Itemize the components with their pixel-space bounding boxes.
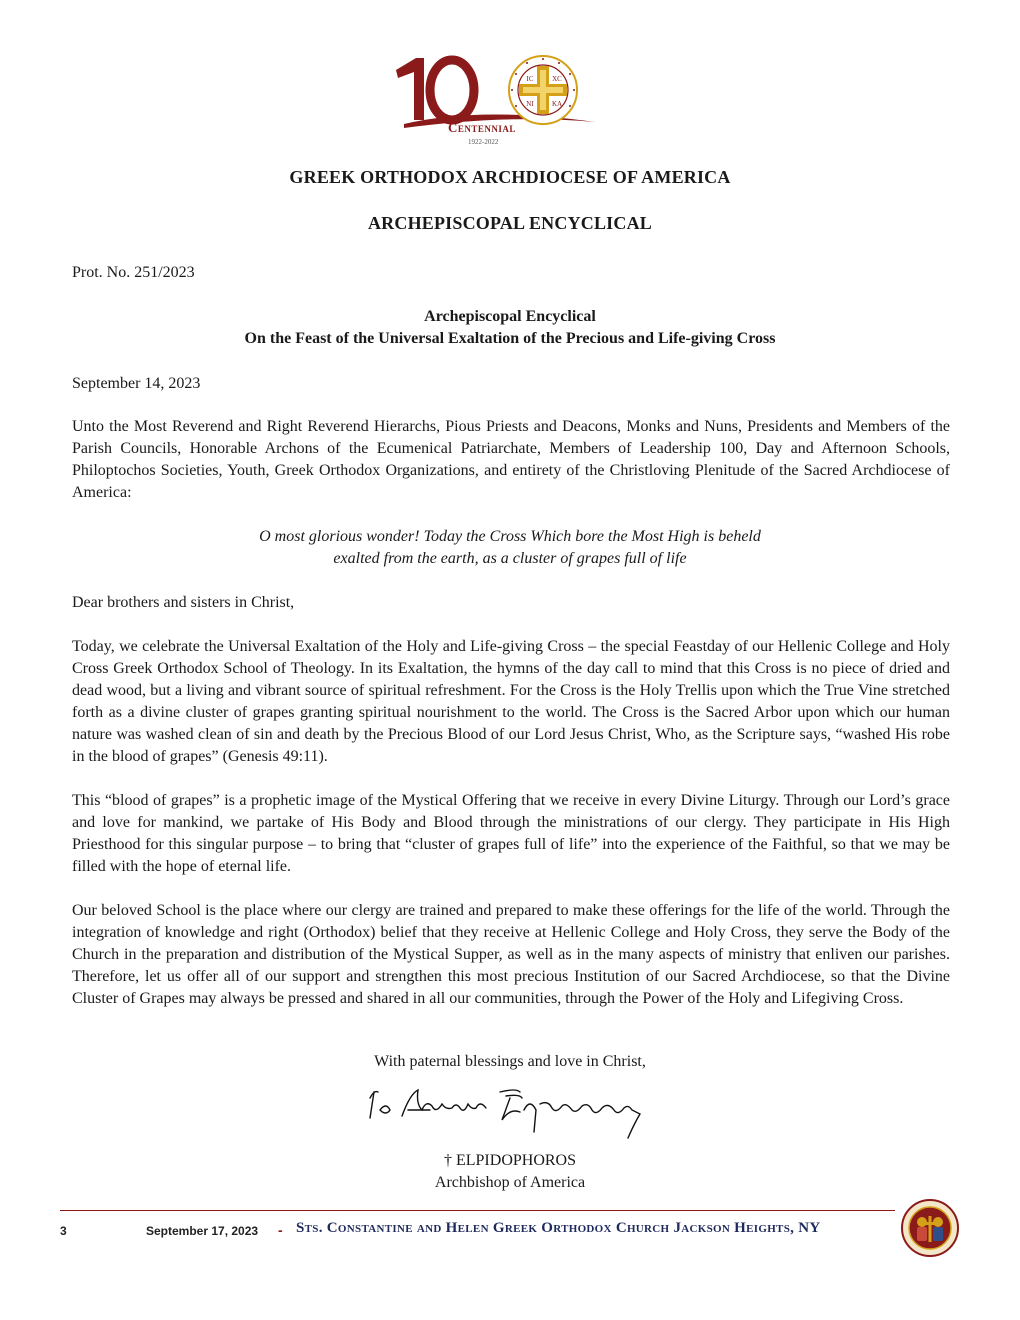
protocol-number: Prot. No. 251/2023 bbox=[72, 264, 195, 281]
footer-divider bbox=[60, 1210, 895, 1211]
archdiocese-heading: GREEK ORTHODOX ARCHDIOCESE OF AMERICA bbox=[289, 167, 731, 187]
address-paragraph: Unto the Most Reverend and Right Reverend Hierarchs, Pious Priests and Deacons, Monks and Nuns, Presidents and Members of the Parish Councils, Honorable Archons of the Ecumenical Patriarchate, Members of Leadership 100, Day and Afternoon Schools, Philoptochos Societies, Youth, Greek Orthodox Organizations, and entirety of the Christloving Plenitude of the Sacred Archdiocese of America: bbox=[72, 418, 950, 501]
signer-name: † ELPIDOPHOROS bbox=[443, 1152, 576, 1169]
footer-separator: - bbox=[278, 1222, 283, 1238]
hymn-line-1: O most glorious wonder! Today the Cross Which bore the Most High is beheld bbox=[259, 528, 761, 545]
encyclical-heading: ARCHEPISCOPAL ENCYCLICAL bbox=[367, 213, 652, 233]
footer-date: September 17, 2023 bbox=[146, 1224, 259, 1238]
svg-text:NI: NI bbox=[526, 100, 534, 108]
svg-text:XC: XC bbox=[552, 75, 562, 83]
signer-title: Archbishop of America bbox=[434, 1174, 586, 1191]
greeting: Dear brothers and sisters in Christ, bbox=[72, 594, 295, 611]
centennial-logo-graphic bbox=[390, 48, 602, 148]
page-number: 3 bbox=[60, 1224, 67, 1238]
logo-label: Centennial bbox=[448, 120, 516, 135]
footer-church-name: Sts. Constantine and Helen Greek Orthodox Church Jackson Heights, NY bbox=[296, 1220, 821, 1236]
signer-block bbox=[0, 1150, 1020, 1194]
hymn-line-2: exalted from the earth, as a cluster of grapes full of life bbox=[333, 550, 687, 567]
encyclical-date: September 14, 2023 bbox=[72, 375, 201, 392]
body-paragraph-2: This “blood of grapes” is a prophetic image of the Mystical Offering that we receive in every Divine Liturgy. Through our Lord’s grace and love for mankind, we partake of His Body and Blood through the ministrations of our clergy. They participate in His High Priesthood for this singular purpose – to bring that “cluster of grapes full of life” into the experience of the Faithful, so that we may be filled with the hope of eternal life. bbox=[72, 792, 950, 875]
svg-text:KA: KA bbox=[551, 100, 563, 108]
svg-text:IC: IC bbox=[526, 75, 534, 83]
encyclical-title bbox=[0, 306, 1020, 350]
title-line-2: On the Feast of the Universal Exaltation of the Precious and Life-giving Cross bbox=[244, 330, 776, 347]
body-paragraph-1: Today, we celebrate the Universal Exaltation of the Holy and Life-giving Cross – the special Feastday of our Hellenic College and Holy Cross Greek Orthodox School of Theology. In its Exaltation, the hymns of the day call to mind that this Cross is no piece of dried and dead wood, but a living and vibrant source of spiritual refreshment. For the Cross is the Holy Trellis upon which the True Vine stretched forth as a divine cluster of grapes granting spiritual nourishment to the world. The Cross is the Sacred Arbor upon which our human nature was washed clean of sin and death by the Precious Blood of our Lord Jesus Christ, Who, as the Scripture says, “washed His robe in the blood of grapes” (Genesis 49:11). bbox=[72, 638, 950, 765]
handwritten-signature bbox=[360, 1080, 660, 1142]
closing-line: With paternal blessings and love in Christ, bbox=[374, 1053, 646, 1070]
body-paragraph-3: Our beloved School is the place where our clergy are trained and prepared to make these offerings for the life of the world. Through the integration of knowledge and right (Orthodox) belief that they receive at Hellenic College and Holy Cross, they serve the Body of the Church in the preparation and distribution of the Mystical Supper, as well as in the many aspects of ministry that enliven our parishes. Therefore, let us offer all of our support and strengthen this most precious Institution of our Sacred Archdiocese, so that the Divine Cluster of Grapes may always be pressed and shared in all our communities, through the Power of the Holy and Lifegiving Cross. bbox=[72, 902, 950, 1007]
page-footer bbox=[60, 1220, 895, 1244]
title-line-1: Archepiscopal Encyclical bbox=[424, 308, 596, 325]
logo-years: 1922-2022 bbox=[468, 138, 499, 146]
centennial-logo bbox=[390, 48, 602, 148]
hymn-quote bbox=[0, 526, 1020, 570]
church-seal-icon bbox=[900, 1198, 960, 1258]
